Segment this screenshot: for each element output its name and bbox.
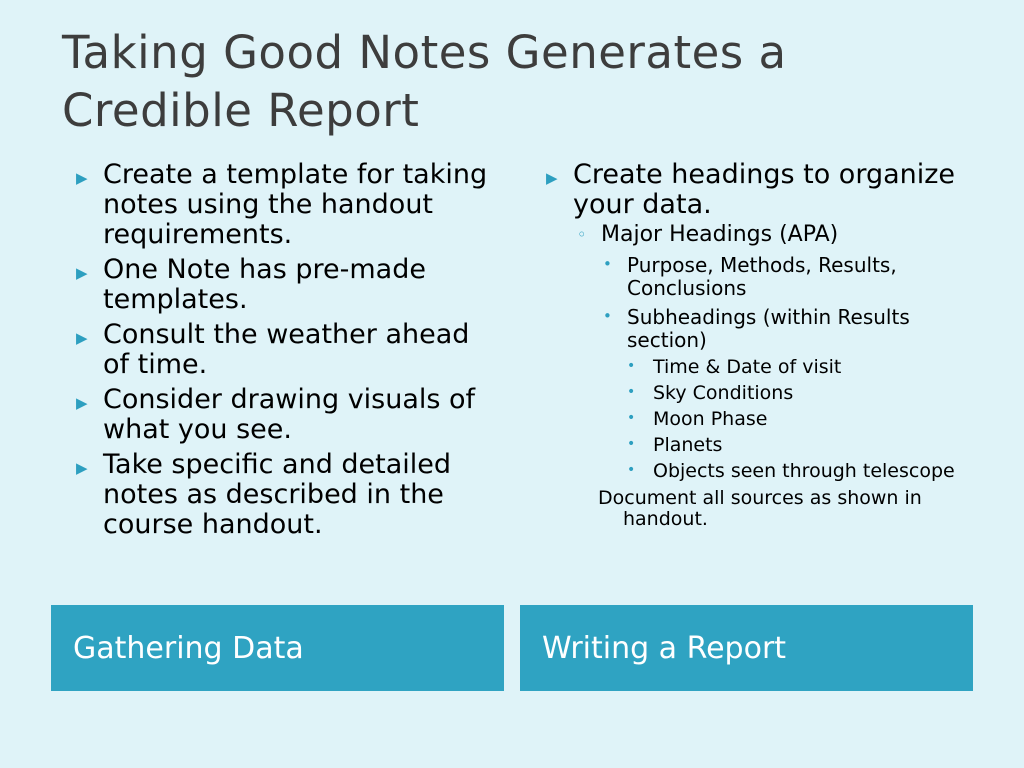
- triangle-bullet-icon: ▶: [76, 169, 88, 187]
- list-item: ▶ Take specific and detailed notes as described in the course handout.: [76, 449, 452, 540]
- writing-report-banner: Writing a Report: [520, 605, 973, 691]
- list-item: • Subheadings (within Results section) • Time & Date of visit • Sky Conditions • Moon Phase • Planets • Objects seen through telescope: [601, 306, 990, 482]
- dot-bullet-icon: •: [603, 255, 612, 273]
- right-bullet-list: [540, 160, 990, 482]
- dot-bullet-icon: •: [627, 358, 636, 374]
- dot-bullet-icon: •: [627, 384, 636, 400]
- dot-bullet-icon: •: [627, 436, 636, 452]
- left-column: [70, 160, 500, 545]
- list-item: • Sky Conditions: [627, 382, 794, 404]
- list-item: ◦ Major Headings (APA) • Purpose, Methods, Results, Conclusions • Subheadings (within Results section) • Time & Date of visit • Sky Conditions • Moon Phase • Planets • Objects seen through telescope: [573, 222, 990, 482]
- sub-list: [573, 222, 990, 482]
- detail-list: [627, 357, 990, 482]
- dot-bullet-icon: •: [627, 410, 636, 426]
- list-item: • Time & Date of visit: [627, 356, 842, 378]
- list-item: • Moon Phase: [627, 408, 768, 430]
- triangle-bullet-icon: ▶: [546, 169, 558, 187]
- list-item: • Objects seen through telescope: [627, 460, 955, 482]
- triangle-bullet-icon: ▶: [76, 459, 88, 477]
- slide-title: Taking Good Notes Generates a Credible Report: [62, 26, 787, 137]
- triangle-bullet-icon: ▶: [76, 329, 88, 347]
- circle-bullet-icon: ◦: [577, 225, 587, 244]
- list-item: ▶ One Note has pre-made templates.: [76, 254, 426, 315]
- list-item: ▶ Consider drawing visuals of what you see.: [76, 384, 476, 445]
- gathering-data-banner: Gathering Data: [51, 605, 504, 691]
- list-item: ▶ Consult the weather ahead of time.: [76, 319, 470, 380]
- list-item: • Purpose, Methods, Results, Conclusions: [603, 253, 897, 300]
- right-column: [540, 160, 990, 530]
- sources-note: Document all sources as shown in handout.: [598, 487, 922, 530]
- list-item: ▶ Create headings to organize your data. ◦ Major Headings (APA) • Purpose, Methods, Results, Conclusions • Subheadings (within Results section) • Time & Date of visit • Sky Conditions • Moon Phase • Planets • Objects seen through telescope: [540, 160, 990, 482]
- triangle-bullet-icon: ▶: [76, 264, 88, 282]
- list-item: • Planets: [627, 434, 723, 456]
- sub-sub-list: [601, 254, 990, 482]
- dot-bullet-icon: •: [627, 462, 636, 478]
- list-item: ▶ Create a template for taking notes using the handout requirements.: [76, 159, 488, 250]
- left-bullet-list: [70, 160, 500, 540]
- triangle-bullet-icon: ▶: [76, 394, 88, 412]
- dot-bullet-icon: •: [603, 307, 612, 325]
